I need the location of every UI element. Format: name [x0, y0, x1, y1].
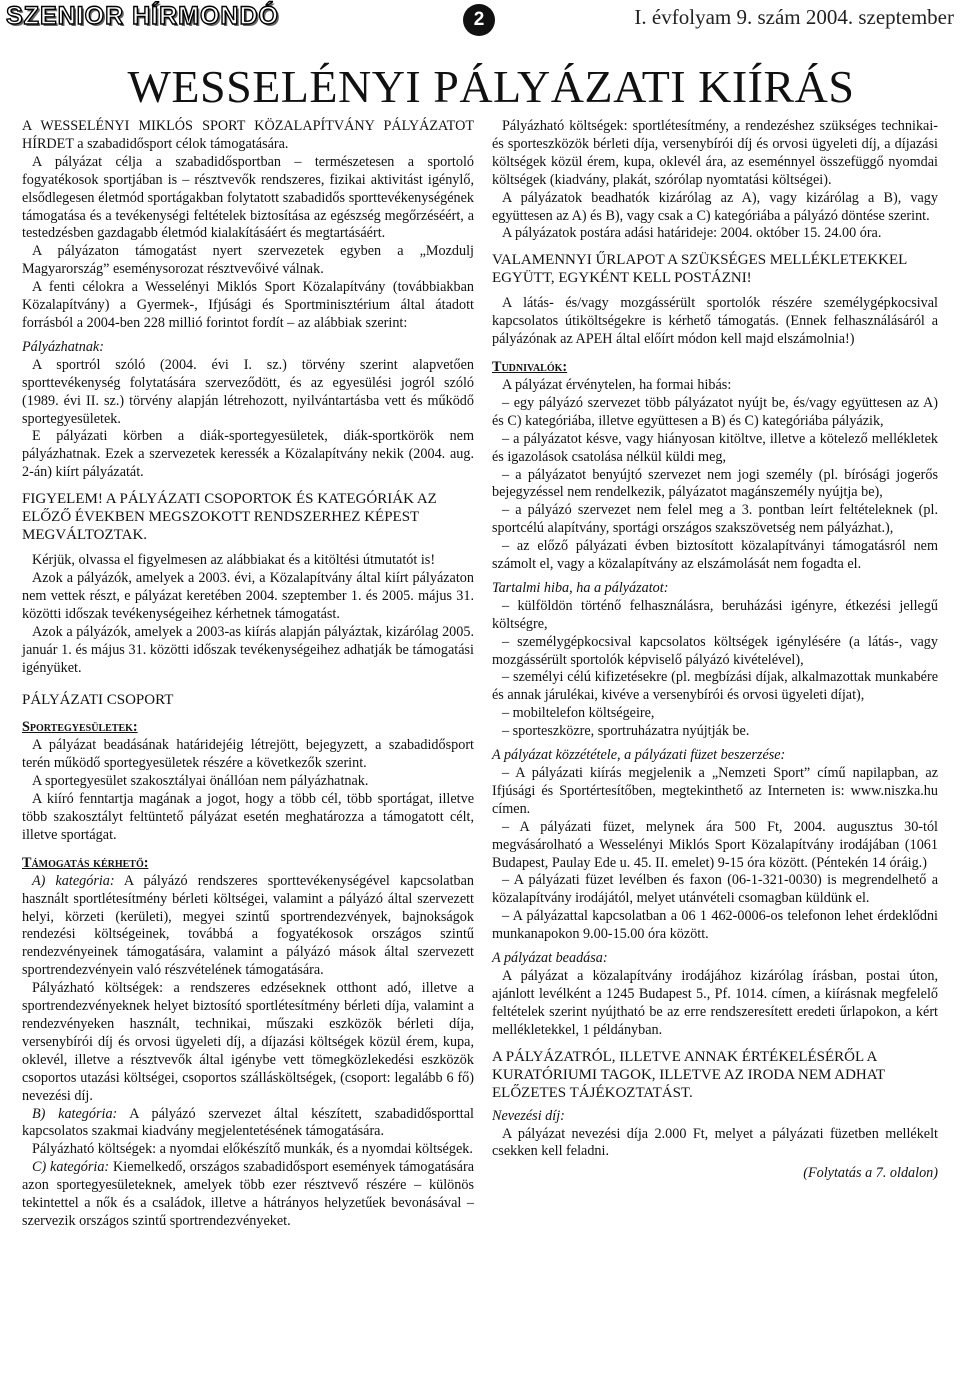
category-text: A pályázó szervezet által készített, szabadidősporttal kapcsolatos szakmai kiadvány megjelentetésének támogatására.	[22, 1105, 474, 1140]
list-item: – a pályázatot benyújtó szervezet nem jogi személy (pl. bírósági jogerős bejegyzéssel nem rendelkezik, pályázatot magánszemély nyújtja be),	[492, 466, 938, 501]
notice-heading: VALAMENNYI ŰRLAPOT A SZÜKSÉGES MELLÉKLETEKKEL EGYÜTT, EGYKÉNT KELL POSTÁZNI!	[492, 252, 907, 287]
paragraph: Kérjük, olvassa el figyelmesen az alábbiakat és a kitöltési útmutatót is!	[32, 552, 436, 569]
paragraph: E pályázati körben a diák-sportegyesületek, diák-sportkörök nem pályázhatnak. Ezek a szervezetek keressék a Közalapítvány nekik (2004. aug. 2-án) kiírt pályázatát.	[22, 428, 474, 481]
paragraph	[22, 1106, 474, 1142]
subsection-heading: Tudnivalók:	[492, 359, 568, 376]
right-column	[492, 118, 938, 1183]
paragraph: A pályázat érvénytelen, ha formai hibás:	[502, 376, 732, 393]
list-item: – a pályázatot késve, vagy hiányosan kitöltve, illetve a kötelező mellékletek és igazolások csatolása nélkül küldi meg,	[492, 430, 938, 465]
list-item: – a pályázó szervezet nem felel meg a 3. pontban leírt feltételeknek (pl. sportcélú alapítvány, sportági országos szakszövetség nem pályázhat.),	[492, 502, 938, 537]
list-item: – személyi célú kifizetésekre (pl. megbízási díjak, alkalmazottak munkabére és annak járulékai, kivéve a versenybírói és orvosi ügyeleti díjat),	[492, 669, 938, 704]
list-item: – A pályázati füzet, melynek ára 500 Ft, 2004. augusztus 30-tól megvásárolható a Wesselényi Miklós Sport Közalapítvány irodájában (1061 Budapest, Paulay Ede u. 45. II. emelet) 9-15 óra között. (Péntekén 14 óráig.)	[492, 818, 938, 871]
subsection-heading: Sportegyesületek:	[22, 719, 138, 736]
section-heading: A pályázat beadása:	[492, 950, 608, 967]
section-heading: Pályázhatnak:	[22, 338, 104, 355]
paragraph: Azok a pályázók, amelyek a 2003. évi, a Közalapítvány által kiírt pályázaton nem vettek részt, e pályázat keretében 2004. szeptember 1. és 2005. május 31. közötti időszak tevékenységeihez kérhetnek támogatást.	[22, 570, 474, 622]
paragraph: Pályázható költségek: a rendszeres edzéseknek otthont adó, illetve a sportrendezvényeknek helyet biztosító sportlétesítmény bérleti díja, valamint a rendezvényeken használt, technikai, műszaki eszközök bérleti díja, versenybírói díj és orvosi ügyeleti díj, a díjazási költségek közül érem, kupa, oklevél, illetve a résztvevők által igénybe vett tömegközlekedési eszközök csoportos utazási költségei, csoportos szállásköltségek, (csoport: legalább 6 fő) nevezési díj.	[22, 980, 474, 1104]
paragraph: A pályázatok beadhatók kizárólag az A), vagy kizárólag a B), vagy együttesen az A) és B), vagy csak a C) kategóriába a pályázó döntése szerint.	[492, 189, 938, 224]
continuation-note: (Folytatás a 7. oldalon)	[803, 1165, 938, 1182]
paragraph	[22, 1159, 474, 1231]
list-item: – sporteszközre, sportruházatra nyújtják be.	[502, 723, 750, 740]
list-item: – A pályázati füzet levélben és faxon (06-1-321-0030) is megrendelhető a közalapítvány irodájától, melyet utánvételi csomagban küldünk el.	[492, 872, 938, 907]
article-title: WESSELÉNYI PÁLYÁZATI KIÍRÁS	[127, 61, 855, 112]
paragraph: A kiíró fenntartja magának a jogot, hogy a több cél, több sportágat, illetve több szakosztályt feltüntető pályázat esetén meghatározza a támogatott célt, illetve sportágat.	[22, 791, 474, 843]
paragraph: A pályázat a közalapítvány irodájához kizárólag írásban, postai úton, ajánlott levélként a 1245 Budapest 5., Pf. 1014. címen, a kiírásnak megfelelő feltételek szerint nyújtható be az erre rendszeresített eredeti űrlapokon, a kért mellékletekkel, 1 példányban.	[492, 967, 938, 1038]
paragraph: A fenti célokra a Wesselényi Miklós Sport Közalapítvány (továbbiakban Közalapítvány) a Gyermek-, Ifjúsági és Sportminisztérium által átadott forrásból a 2004-ben 228 millió forintot fordít – az alábbiak szerint:	[22, 279, 474, 331]
subsection-heading: Támogatás kérhető:	[22, 854, 149, 871]
notice-heading: A PÁLYÁZATRÓL, ILLETVE ANNAK ÉRTÉKELÉSÉRŐL A KURATÓRIUMI TAGOK, ILLETVE AZ IRODA NEM ADHAT ELŐZETES TÁJÉKOZTATÁST.	[492, 1048, 885, 1101]
category-text: Kiemelkedő, országos szabadidősport események támogatására azon sportegyesületeknek, amelyek több ezer résztvevő részére – különös tekintettel a nők és a családok, illetve a hátrányos helyzetűek bevonásával – szervezik országos szintű sportrendezvényeket.	[22, 1159, 474, 1229]
issue-info: I. évfolyam 9. szám 2004. szeptember	[634, 5, 954, 29]
section-heading: Tartalmi hiba, ha a pályázatot:	[492, 579, 669, 596]
paragraph: A pályázat célja a szabadidősportban – természetesen a sportoló fogyatékosok sportjában is – résztvevők rendszeres, fizikai aktivitást igénylő, elsődlegesen életmód sportágakban folytatott szabadidős sporttevékenységének támogatása és a tevékenységi feltételek biztosítása az egészség megőrzéséért, a testedzésben gazdagabb életmód kialakításáért és megtartásáért.	[22, 153, 474, 242]
list-item: – személygépkocsival kapcsolatos költségek igénylésére (a látás-, vagy mozgássérült sportolók képviselő pályázó kivételével),	[492, 633, 938, 668]
list-item: – mobiltelefon költségeire,	[502, 705, 655, 722]
section-heading: PÁLYÁZATI CSOPORT	[22, 692, 174, 709]
masthead	[0, 0, 960, 40]
category-label: B) kategória:	[32, 1105, 118, 1122]
list-item: – A pályázattal kapcsolatban a 06 1 462-0006-os telefonon lehet érdeklődni munkanapokon 9.00-15.00 óra között.	[492, 908, 938, 943]
paragraph: Pályázható költségek: sportlétesítmény, a rendezéshez szükséges technikai- és sporteszközök bérleti díja, versenybírói díj és orvosi ügyeleti díj, a díjazási költségek közül érem, kupa, oklevél ára, az eseménnyel összefüggő nyomdai költségek (kiadvány, plakát, szórólap nyomtatási költségei).	[492, 118, 938, 188]
paragraph: A pályázaton támogatást nyert szervezetek egyben a „Mozdulj Magyarország” eseménysorozat résztvevőivé válnak.	[22, 243, 474, 278]
list-item: – egy pályázó szervezet több pályázatot nyújt be, és/vagy együttesen az A) és C) kategóriába, illetve együttesen a B) és C) kategóriába pályázik,	[492, 394, 938, 429]
list-item: – A pályázati kiírás megjelenik a „Nemzeti Sport” című napilapban, az Ifjúsági és Sportértesítőben, megtekinthető az Interneten is: www.niszka.hu címen.	[492, 765, 938, 817]
paragraph: Pályázható költségek: a nyomdai előkészítő munkák, és a nyomdai költségek.	[32, 1141, 473, 1158]
category-text: A pályázó rendszeres sporttevékenységével kapcsolatban használt sportlétesítmény bérleti költségei, valamint a pályázó által szervezett helyi, körzeti (kerületi), megyei szintű sportrendezvények, bajnokságok rendezési költségeinek, továbbá a fogyatékosok országos szintű rendezvényeinek támogatására, valamint a pályázó mások által szervezett sportrendezvényein való részvételének támogatására.	[22, 872, 474, 979]
article-title-wrap	[0, 60, 960, 113]
paragraph: A pályázatok postára adási határideje: 2004. október 15. 24.00 óra.	[502, 225, 882, 242]
category-label: C) kategória:	[32, 1159, 110, 1176]
paragraph: Azok a pályázók, amelyek a 2003-as kiírás alapján pályáztak, kizárólag 2005. január 1. és május 31. közötti időszak tevékenységeihez adhatják be támogatási igényüket.	[22, 623, 474, 676]
category-label: A) kategória:	[32, 872, 115, 889]
paragraph: A sportról szóló (2004. évi I. sz.) törvény szerint alapvetően sporttevékenység folytatására szerveződött, és az egyesülési jogról szóló (1989. évi II. sz.) törvény alapján létrehozott, nyilvántartásba vett és működő sportegyesületek.	[22, 356, 474, 427]
section-heading: A pályázat közzététele, a pályázati füzet beszerzése:	[492, 747, 786, 764]
paragraph: A pályázat nevezési díja 2.000 Ft, melyet a pályázati füzetben mellékelt csekken kell feladni.	[492, 1125, 938, 1160]
paragraph	[22, 873, 474, 980]
section-heading: Nevezési díj:	[492, 1107, 565, 1124]
paragraph: A látás- és/vagy mozgássérült sportolók részére személygépkocsival kapcsolatos útiköltségekre is kérhető támogatás. (Ennek felhasználásáról a pályázónak az APEH által előírt módon kell majd elszámolnia!)	[492, 295, 938, 348]
list-item: – az előző pályázati évben biztosított közalapítványi támogatásról nem számolt el, vagy a közalapítvány az elszámolását nem fogadta el.	[492, 538, 938, 573]
page-number-badge: 2	[463, 4, 495, 36]
notice-heading: FIGYELEM! A PÁLYÁZATI CSOPORTOK ÉS KATEGÓRIÁK AZ ELŐZŐ ÉVEKBEN MEGSZOKOTT RENDSZERHEZ KÉPEST MEGVÁLTOZTAK.	[22, 491, 437, 544]
publication-logo: SZENIOR HÍRMONDÓ	[6, 2, 279, 30]
paragraph: A pályázat beadásának határidejéig létrejött, bejegyzett, a szabadidősport terén működő sportegyesületek részére a következők szerint.	[22, 737, 474, 772]
left-column	[22, 118, 474, 1231]
list-item: – külföldön történő felhasználásra, beruházási igényre, étkezési jellegű költségre,	[492, 597, 938, 632]
paragraph: A sportegyesület szakosztályai önállóan nem pályázhatnak.	[32, 773, 369, 790]
paragraph: A WESSELÉNYI MIKLÓS SPORT KÖZALAPÍTVÁNY PÁLYÁZATOT HÍRDET a szabadidősport célok támogatására.	[22, 118, 474, 152]
